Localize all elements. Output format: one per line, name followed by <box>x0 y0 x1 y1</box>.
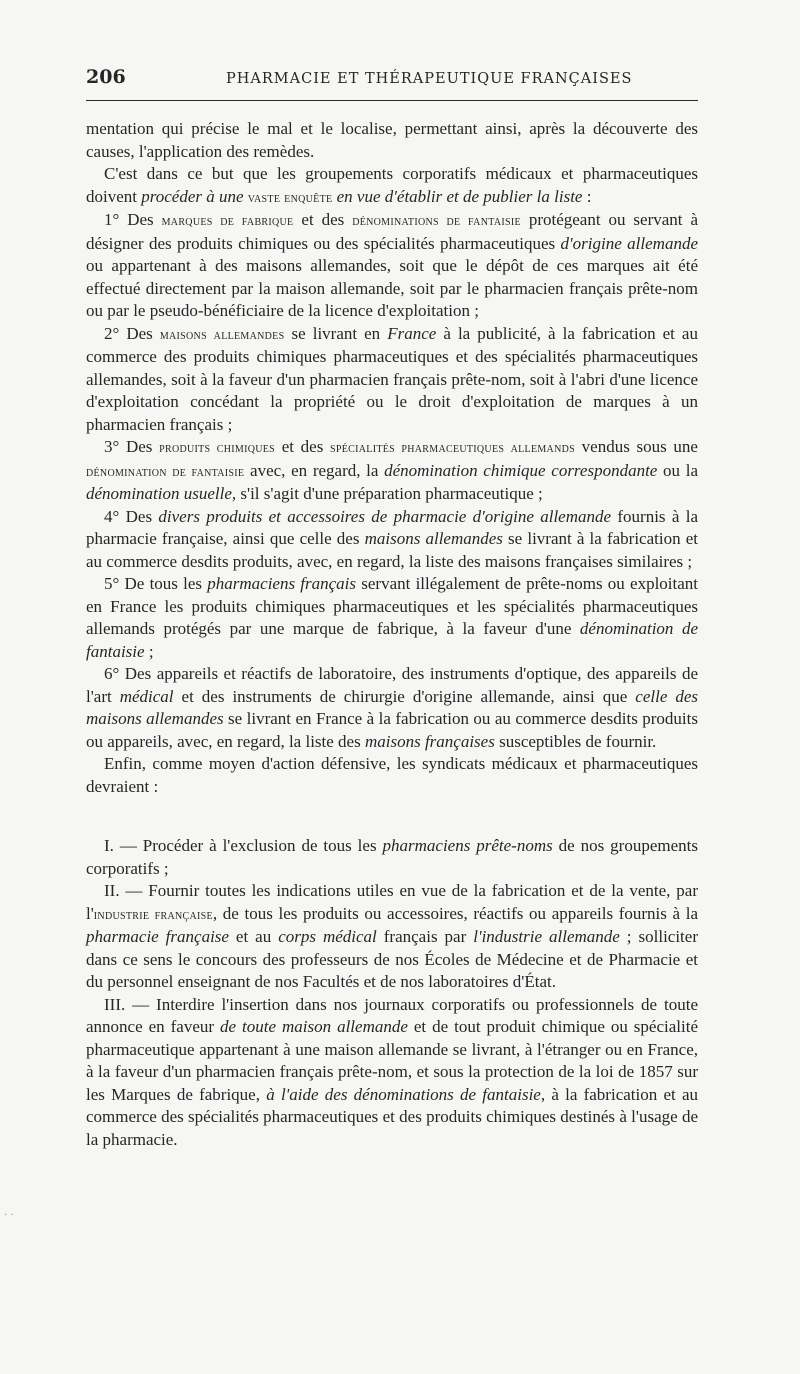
paragraph <box>86 835 698 880</box>
small-caps-text: dénomination de fantaisie <box>86 463 245 480</box>
running-title: PHARMACIE ET THÉRAPEUTIQUE FRANÇAISES <box>226 71 633 87</box>
text-run: I. — Procéder à l'exclusion de tous les <box>104 836 383 855</box>
text-run: 4° Des <box>104 506 159 526</box>
text-run: et de tout produit chimique ou spécialité pharmaceutique appartenant à une maison allemande se livrant, à l'étranger ou en France, à la faveur d'un pharmacien français prête-nom, et sous la protection de la loi de 1857 sur les Marques de fabrique, <box>86 1017 698 1104</box>
small-caps-text: spécialités pharmaceutiques allemands <box>330 440 575 456</box>
italic-text: d'origine allemande <box>560 233 698 253</box>
text-run: ; <box>144 641 154 661</box>
margin-marks: · · <box>4 1210 14 1221</box>
italic-text: divers produits et accessoires de pharmacie d'origine allemande <box>158 506 612 526</box>
text-run: , à la fabrication et au commerce des spécialités pharmaceutiques et des produits chimiques destinés à l'usage de la pharmacie. <box>86 1084 698 1149</box>
italic-text: corps médical <box>278 927 377 946</box>
text-run: vendus sous une <box>574 437 698 456</box>
text-run: 1° Des <box>104 210 162 229</box>
text-run: 5° De tous les <box>104 574 208 593</box>
text-run: ; solliciter dans ce sens le concours des professeurs de nos Écoles de Médecine et de Pharmacie et du personnel enseignant de nos Facultés et de nos laboratoires d'État. <box>86 927 698 991</box>
paragraph <box>86 573 698 663</box>
paragraph <box>86 163 698 209</box>
text-run: protégeant ou servant à désigner des produits chimiques ou des spécialités pharmaceutiques <box>86 210 698 253</box>
page-number: 206 <box>86 66 126 88</box>
text-run: s'il s'agit d'une préparation pharmaceutique ; <box>236 484 543 503</box>
italic-text: France <box>387 323 437 343</box>
small-caps-text: produits chimiques <box>159 440 276 456</box>
text-run: se livrant à la fabrication et au commerce desdits produits, avec, en regard, la liste des maisons françaises similaires ; <box>86 529 698 571</box>
italic-text: procéder à une <box>141 186 244 206</box>
text-run: susceptibles de fournir. <box>494 731 657 751</box>
text-run: mentation qui précise le mal et le localise, permettant ainsi, après la découverte des causes, l'application des remèdes. <box>86 119 698 161</box>
text-run: : <box>582 186 592 206</box>
text-run: se livrant en <box>284 323 388 343</box>
text-run: et des instruments de chirurgie d'origine allemande, ainsi que <box>173 686 636 706</box>
small-caps-text: dénominations de fantaisie <box>352 213 521 229</box>
italic-text: à l'aide des dénominations de fantaisie <box>266 1084 541 1104</box>
paragraph <box>86 209 698 323</box>
text-run: et des <box>275 437 331 456</box>
text-run: , de tous les produits ou accessoires, réactifs ou appareils fournis à la <box>212 903 698 923</box>
italic-text: dénomination chimique correspondante <box>384 460 658 480</box>
small-caps-text: marques de fabrique <box>161 213 294 229</box>
text-run: 6° Des appareils et réactifs de laboratoire, des instruments d'optique, des appareils de l'art <box>86 664 698 706</box>
text-run: et des <box>293 210 353 229</box>
small-caps-text: maisons allemandes <box>159 326 285 343</box>
text-run: fournis à la pharmacie française, ainsi que celle des <box>86 506 698 548</box>
article-body <box>86 118 698 1151</box>
text-run: 2° Des <box>104 323 160 343</box>
text-run: et au <box>228 927 279 946</box>
italic-text: pharmacie française <box>86 927 229 946</box>
paragraph <box>86 436 698 506</box>
italic-text: médical <box>119 686 174 706</box>
italic-text: l'industrie allemande <box>473 927 620 946</box>
italic-text: pharmaciens prête-noms <box>382 836 553 855</box>
paragraph <box>86 663 698 753</box>
text-run: servant illégalement de prête-noms ou exploitant en France les produits chimiques pharmaceutiques et les spécialités pharmaceutiques allemands protégés par une marque de fabrique, à la faveur d'une <box>86 574 699 638</box>
paragraph <box>86 880 698 994</box>
italic-text: maisons allemandes <box>364 529 503 548</box>
page <box>86 66 698 1151</box>
text-run: de nos groupements corporatifs ; <box>86 836 698 878</box>
small-caps-text: vaste enquête <box>247 189 333 206</box>
text-run: avec, en regard, la <box>244 460 385 480</box>
paragraph <box>86 118 698 163</box>
italic-text: maisons françaises <box>364 731 495 751</box>
text-run: ou la <box>657 460 698 480</box>
italic-text: dénomination usuelle, <box>86 484 237 503</box>
text-run: II. — Fournir toutes les indications utiles en vue de la fabrication et de la vente, par l' <box>86 881 698 923</box>
paragraph <box>86 323 698 437</box>
text-run: C'est dans ce but que les groupements corporatifs médicaux et pharmaceutiques doivent <box>86 164 698 206</box>
text-run: français par <box>376 927 474 946</box>
text-run: III. — Interdire l'insertion dans nos journaux corporatifs ou professionnels de toute annonce en faveur <box>86 994 698 1036</box>
paragraph <box>86 994 698 1152</box>
paragraph <box>86 753 698 798</box>
section-break <box>86 798 698 835</box>
small-caps-text: industrie française <box>93 906 213 923</box>
italic-text: en vue d'établir et de publier la liste <box>336 186 583 206</box>
italic-text: dénomination de fantaisie <box>86 619 698 661</box>
italic-text: pharmaciens français <box>207 574 357 593</box>
text-run: se livrant en France à la fabrication ou au commerce desdits produits ou appareils, avec, en regard, la liste des <box>86 709 698 751</box>
text-run: 3° Des <box>104 437 160 456</box>
italic-text: celle des maisons allemandes <box>86 686 699 728</box>
text-run: à la publicité, à la fabrication et au commerce des produits chimiques pharmaceutiques et des spécialités pharmaceutiques allemandes, soit à la faveur d'un pharmacien français prête-nom, soit à l'abri d'une licence d'exploitation concédant la propriété ou le droit d'exploitation de marques à un pharmacien français ; <box>86 323 698 434</box>
paragraph <box>86 506 698 574</box>
italic-text: de toute maison allemande <box>220 1017 408 1036</box>
text-run: Enfin, comme moyen d'action défensive, les syndicats médicaux et pharmaceutiques devraient : <box>86 754 698 796</box>
text-run: ou appartenant à des maisons allemandes, soit que le dépôt de ces marques ait été effectué directement par la maison allemande, soit par le pharmacien français prête-nom ou par le pseudo-bénéficiaire de la licence d'exploitation ; <box>86 256 698 320</box>
running-header <box>86 66 698 101</box>
